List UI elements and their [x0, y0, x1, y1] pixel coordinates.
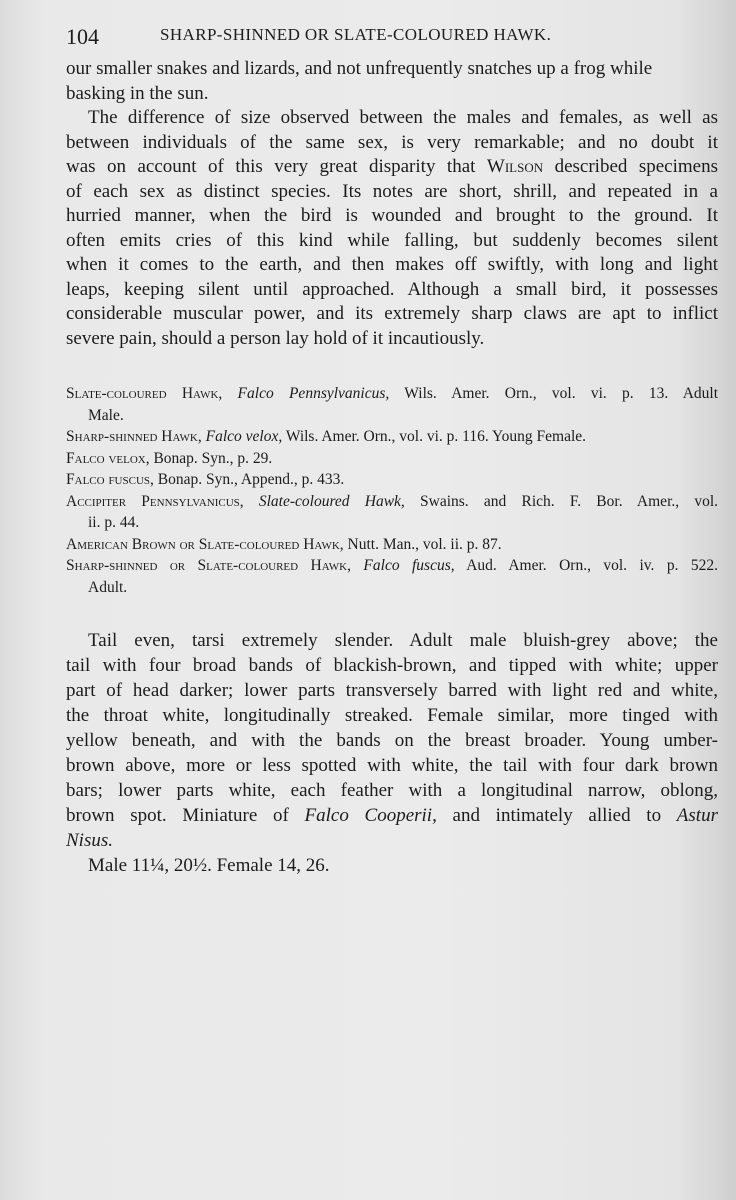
- text-run: Wils. Amer. Orn., vol. vi. p. 13. Adult: [389, 385, 719, 402]
- body-line: [66, 180, 718, 205]
- italic-text: Falco Cooperii,: [304, 805, 437, 826]
- text-run: Adult.: [88, 578, 128, 596]
- body-line: [66, 204, 718, 229]
- small-caps-text: Sharp-shinned Hawk: [66, 428, 198, 445]
- italic-text: Astur: [676, 805, 718, 826]
- body-line: [66, 327, 718, 352]
- small-caps-text: Falco velox: [66, 449, 146, 467]
- small-caps-text: Falco fuscus: [66, 471, 151, 488]
- body-line: [66, 155, 718, 180]
- running-title: SHARP-SHINNED OR SLATE-COLOURED HAWK.: [160, 25, 552, 44]
- text-run: ,: [218, 385, 238, 402]
- text-run: Swains. and Rich. F. Bor. Amer., vol.: [404, 492, 719, 510]
- text-run: hurried manner, when the bird is wounded and brought to the ground. It: [66, 205, 718, 226]
- text-run: considerable muscular power, and its extremely sharp claws are apt to inflict: [66, 303, 718, 324]
- text-run: yellow beneath, and with the bands on the breast broader. Young umber-: [66, 730, 718, 751]
- description-line: [66, 653, 718, 678]
- text-run: described specimens: [543, 156, 718, 177]
- synonyms-line: [66, 491, 718, 513]
- description-line: [66, 753, 718, 778]
- small-caps-text: Slate-coloured Hawk: [66, 385, 219, 402]
- body-line: [66, 302, 718, 327]
- body-line: [66, 106, 718, 131]
- text-run: ,: [197, 428, 206, 445]
- text-run: Tail even, tarsi extremely slender. Adult male bluish-grey above; the: [88, 630, 718, 651]
- text-run: the throat white, longitudinally streaked. Female similar, more tinged with: [66, 705, 718, 726]
- page-number: 104: [66, 24, 99, 49]
- synonyms-line: [66, 512, 718, 534]
- text-run: brown above, more or less spotted with white, the tail with four dark brown: [66, 755, 718, 776]
- text-run: brown spot. Miniature of: [66, 805, 305, 826]
- description-line: [66, 853, 718, 878]
- text-run: was on account of this very great disparity that: [66, 156, 487, 177]
- description-line: [66, 778, 718, 803]
- running-header: [66, 22, 718, 52]
- text-run: severe pain, should a person lay hold of it incautiously.: [66, 327, 485, 349]
- text-run: our smaller snakes and lizards, and not unfrequently snatches up a frog while: [66, 58, 653, 79]
- italic-text: Falco Pennsylvanicus,: [237, 385, 390, 402]
- text-run: Male 11¼, 20½. Female 14, 26.: [88, 855, 330, 876]
- text-run: of each sex as distinct species. Its notes are short, shrill, and repeated in a: [66, 180, 718, 202]
- italic-text: Slate-coloured Hawk,: [258, 492, 405, 510]
- description-line: [66, 678, 718, 703]
- text-run: tail with four broad bands of blackish-brown, and tipped with white; upper: [66, 655, 718, 676]
- small-caps-text: Wilson: [486, 156, 544, 177]
- synonyms-line: [66, 383, 718, 405]
- text-run: when it comes to the earth, and then makes off swiftly, with long and light: [66, 254, 718, 275]
- body-line: [66, 278, 718, 303]
- body-line: [66, 131, 718, 156]
- text-run: ,: [347, 557, 364, 574]
- text-run: between individuals of the same sex, is very remarkable; and no doubt it: [66, 131, 718, 153]
- italic-text: Falco fuscus,: [363, 557, 455, 574]
- synonyms-line: [66, 448, 718, 470]
- description-line: [66, 828, 718, 853]
- synonyms-line: [66, 405, 718, 427]
- italic-text: Falco velox,: [205, 428, 283, 445]
- text-run: , Bonap. Syn., Append., p. 433.: [150, 471, 345, 488]
- text-run: basking in the sun.: [66, 82, 209, 104]
- text-run: often emits cries of this kind while falling, but suddenly becomes silent: [66, 229, 718, 251]
- text-run: ,: [239, 492, 259, 510]
- description-line: [66, 803, 718, 828]
- description-line: [66, 728, 718, 753]
- description-line: [66, 703, 718, 728]
- italic-text: Nisus.: [66, 830, 113, 851]
- body-text: [66, 57, 718, 351]
- text-run: leaps, keeping silent until approached. Although a small bird, it possesses: [66, 278, 718, 300]
- body-line: [66, 253, 718, 278]
- synonyms-line: [66, 555, 718, 577]
- text-run: part of head darker; lower parts transversely barred with light red and white,: [66, 680, 718, 701]
- synonyms-line: [66, 577, 718, 599]
- body-line: [66, 229, 718, 254]
- small-caps-text: American Brown or Slate-coloured Hawk: [66, 535, 340, 553]
- description-text: [66, 628, 718, 878]
- text-run: , Bonap. Syn., p. 29.: [145, 449, 273, 467]
- body-line: [66, 82, 718, 107]
- text-run: ii. p. 44.: [88, 514, 140, 531]
- text-run: Male.: [88, 406, 124, 424]
- text-run: and intimately allied to: [436, 805, 677, 826]
- text-run: The difference of size observed between the males and females, as well as: [88, 107, 718, 128]
- text-run: bars; lower parts white, each feather with a longitudinal narrow, oblong,: [66, 780, 718, 801]
- synonyms-line: [66, 534, 718, 556]
- description-line: [66, 628, 718, 653]
- text-run: , Nutt. Man., vol. ii. p. 87.: [339, 535, 502, 553]
- body-line: [66, 57, 718, 82]
- synonyms-line: [66, 426, 718, 448]
- small-caps-text: Accipiter Pennsylvanicus: [66, 492, 240, 510]
- synonymy-list: [66, 383, 718, 598]
- text-run: Aud. Amer. Orn., vol. iv. p. 522.: [454, 557, 719, 574]
- synonyms-line: [66, 469, 718, 491]
- text-run: Wils. Amer. Orn., vol. vi. p. 116. Young Female.: [282, 428, 587, 445]
- small-caps-text: Sharp-shinned or Slate-coloured Hawk: [66, 557, 348, 574]
